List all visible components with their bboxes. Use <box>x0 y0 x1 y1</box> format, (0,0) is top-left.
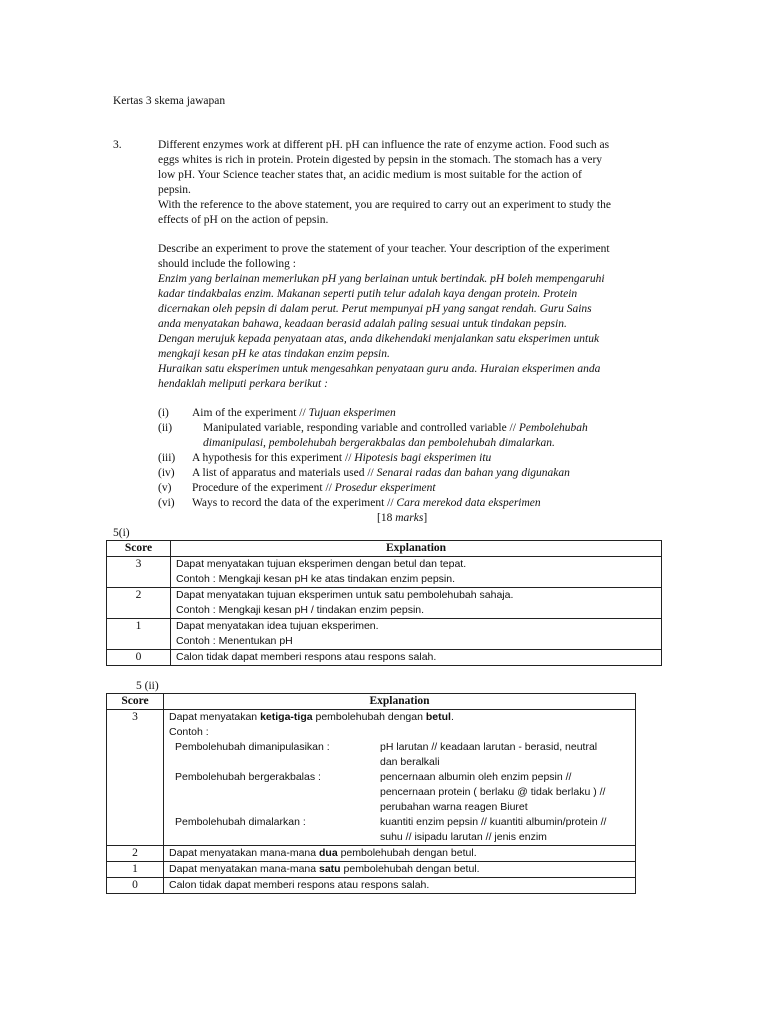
table2-label: 5 (ii) <box>136 680 159 692</box>
explanation-line: Calon tidak dapat memberi respons atau respons salah. <box>176 651 437 663</box>
variable-row <box>169 815 630 845</box>
score-cell: 0 <box>107 878 164 894</box>
explanation-line: Dapat menyatakan tujuan eksperimen dengan betul dan tepat. <box>176 558 467 570</box>
explanation-line: Contoh : Mengkaji kesan pH ke atas tindakan enzim pepsin. <box>176 573 455 585</box>
translation-line: anda menyatakan bahawa, keadaan berasid adalah paling sesuai untuk tindakan pepsin. <box>158 318 567 330</box>
translation-line: Huraikan satu eksperimen untuk mengesahkan penyataan guru anda. Huraian eksperimen anda <box>158 363 601 375</box>
explanation-line <box>169 710 630 725</box>
explanation-cell <box>171 557 662 588</box>
text-segment: Dapat menyatakan mana-mana <box>169 863 319 875</box>
table-row <box>107 557 662 588</box>
table-row <box>107 588 662 619</box>
column-header-score: Score <box>107 694 164 710</box>
contoh-label: Contoh : <box>169 726 209 738</box>
score-cell: 2 <box>107 846 164 862</box>
column-header-score: Score <box>107 541 171 557</box>
translation-line: kadar tindakbalas enzim. Makanan seperti putih telur adalah kaya dengan protein. Protein <box>158 288 578 300</box>
score-table-aim <box>106 540 662 666</box>
table-header-row <box>107 694 636 710</box>
table-header-row <box>107 541 662 557</box>
score-cell: 1 <box>107 619 171 650</box>
item-text-ms: Tujuan eksperimen <box>308 407 396 419</box>
translation-line: Enzim yang berlainan memerlukan pH yang berlainan untuk bertindak. pH boleh mempengaruhi <box>158 273 605 285</box>
question-line: pepsin. <box>158 184 191 196</box>
translation-line: mengkaji kesan pH ke atas tindakan enzim pepsin. <box>158 348 390 360</box>
item-text-en: Aim of the experiment // <box>192 407 309 419</box>
explanation-line: Dapat menyatakan tujuan eksperimen untuk satu pembolehubah sahaja. <box>176 589 514 601</box>
marks-word: marks <box>395 512 424 524</box>
list-item <box>192 406 396 421</box>
item-text-ms: Cara merekod data eksperimen <box>396 497 541 509</box>
score-cell: 1 <box>107 862 164 878</box>
variable-value: pencernaan albumin oleh enzim pepsin // pencernaan protein ( berlaku @ tidak berlaku ) // perubahan warna reagen Biuret <box>380 771 606 813</box>
question-line: low pH. Your Science teacher states that, an acidic medium is most suitable for the action of <box>158 169 582 181</box>
explanation-line: Dapat menyatakan idea tujuan eksperimen. <box>176 620 379 632</box>
emphasis: betul <box>425 711 451 723</box>
question-number: 3. <box>113 139 122 151</box>
table-row <box>107 878 636 894</box>
emphasis: dua <box>319 847 338 859</box>
explanation-line: Contoh : Menentukan pH <box>176 635 293 647</box>
column-header-explanation: Explanation <box>164 694 636 710</box>
describe-line: Describe an experiment to prove the statement of your teacher. Your description of the experiment <box>158 243 610 255</box>
explanation-cell <box>164 710 636 846</box>
table-row <box>107 846 636 862</box>
text-segment: . <box>450 711 454 723</box>
question-line: Different enzymes work at different pH. pH can influence the rate of enzyme action. Food such as <box>158 139 610 151</box>
translation-line: hendaklah meliputi perkara berikut : <box>158 378 328 390</box>
text-segment: pembolehubah dengan betul. <box>340 863 480 875</box>
variable-label: Pembolehubah dimalarkan : <box>175 816 306 828</box>
list-item <box>192 451 491 466</box>
item-number: (i) <box>158 407 169 419</box>
marks-open: [18 <box>377 512 396 524</box>
explanation-cell <box>164 846 636 862</box>
emphasis: ketiga-tiga <box>260 711 313 723</box>
table-row <box>107 619 662 650</box>
score-cell: 0 <box>107 650 171 666</box>
item-number: (iii) <box>158 452 176 464</box>
question-line: eggs whites is rich in protein. Protein digested by pepsin in the stomach. The stomach has a very <box>158 154 603 166</box>
item-text-en: A list of apparatus and materials used // <box>192 467 377 479</box>
variable-label: Pembolehubah dimanipulasikan : <box>175 741 330 753</box>
text-segment: pembolehubah dengan betul. <box>337 847 477 859</box>
item-text-ms: Pembolehubah <box>518 422 588 434</box>
explanation-cell <box>171 619 662 650</box>
item-text-en: Ways to record the data of the experiment // <box>192 497 397 509</box>
text-segment: pembolehubah dengan <box>312 711 426 723</box>
variable-row <box>169 770 630 815</box>
item-text-en: Manipulated variable, responding variable and controlled variable // <box>203 422 519 434</box>
question-line: effects of pH on the action of pepsin. <box>158 214 329 226</box>
explanation-cell <box>164 862 636 878</box>
text-segment: Dapat menyatakan <box>169 711 261 723</box>
variable-value: pH larutan // keadaan larutan - berasid, neutral dan beralkali <box>380 741 598 768</box>
item-number: (iv) <box>158 467 175 479</box>
item-number: (vi) <box>158 497 175 509</box>
emphasis: satu <box>319 863 341 875</box>
text-segment: Dapat menyatakan mana-mana <box>169 847 319 859</box>
describe-line: should include the following : <box>158 258 296 270</box>
item-text-ms: Prosedur eksperiment <box>334 482 436 494</box>
question-line: With the reference to the above statement, you are required to carry out an experiment to study the <box>158 199 611 211</box>
marks-label <box>377 511 427 526</box>
table-row <box>107 710 636 846</box>
item-text-ms: dimanipulasi, pembolehubah bergerakbalas dan pembolehubah dimalarkan. <box>203 437 555 449</box>
item-text-ms: Senarai radas dan bahan yang digunakan <box>376 467 570 479</box>
score-table-variables <box>106 693 636 894</box>
explanation-line: Contoh : Mengkaji kesan pH / tindakan enzim pepsin. <box>176 604 425 616</box>
translation-line: Dengan merujuk kepada penyataan atas, anda dikehendaki menjalankan satu eksperimen untuk <box>158 333 600 345</box>
item-text-en: A hypothesis for this experiment // <box>192 452 355 464</box>
item-number: (ii) <box>158 422 173 434</box>
explanation-cell <box>171 650 662 666</box>
list-item <box>203 421 588 436</box>
table-row <box>107 862 636 878</box>
score-cell: 2 <box>107 588 171 619</box>
item-number: (v) <box>158 482 172 494</box>
column-header-explanation: Explanation <box>171 541 662 557</box>
translation-line: dicernakan oleh pepsin di dalam perut. Perut mempunyai pH yang sangat rendah. Guru Sains <box>158 303 592 315</box>
marks-close: ] <box>423 512 428 524</box>
variable-label: Pembolehubah bergerakbalas : <box>175 771 321 783</box>
explanation-cell: Calon tidak dapat memberi respons atau respons salah. <box>164 878 636 894</box>
variable-value: kuantiti enzim pepsin // kuantiti albumin/protein // suhu // isipadu larutan // jenis enzim <box>380 816 607 843</box>
page-title: Kertas 3 skema jawapan <box>113 95 226 107</box>
variable-row <box>169 740 630 770</box>
score-cell: 3 <box>107 710 164 846</box>
table-row <box>107 650 662 666</box>
list-item <box>192 496 541 511</box>
table1-label: 5(i) <box>113 527 130 539</box>
score-cell: 3 <box>107 557 171 588</box>
list-item <box>192 481 436 496</box>
list-item <box>192 466 570 481</box>
item-text-ms: Hipotesis bagi eksperimen itu <box>354 452 492 464</box>
explanation-cell <box>171 588 662 619</box>
item-text-en: Procedure of the experiment // <box>192 482 335 494</box>
